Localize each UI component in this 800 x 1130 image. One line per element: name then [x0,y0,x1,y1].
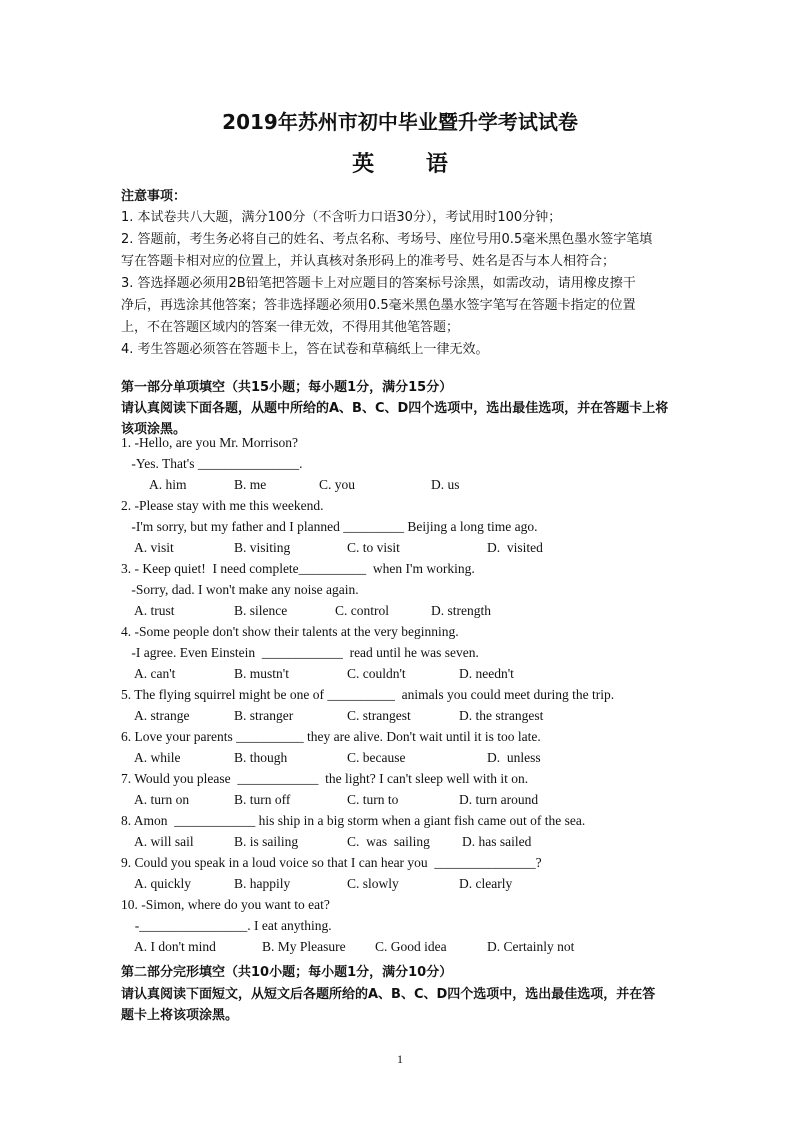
option-a: A. strange [134,708,190,723]
question-2-reply: -I'm sorry, but my father and I planned _________ Beijing a long time ago. [128,519,538,534]
option-d: D. the strangest [459,708,544,723]
question-5-stem: 5. The flying squirrel might be one of __________ animals you could meet during the trip. [121,687,615,702]
option-b: B. though [234,750,288,765]
part1-instruction: 请认真阅读下面各题，从题中所给的A、B、C、D四个选项中，选出最佳选项，并在答题卡上将 [121,401,669,416]
question-1-options [0,477,800,495]
question-6-stem: 6. Love your parents __________ they are alive. Don't wait until it is too late. [121,729,541,744]
option-d: D. unless [487,750,541,765]
option-a: A. will sail [134,834,194,849]
option-b: B. silence [234,603,288,618]
option-d: D. visited [487,540,543,555]
option-d: D. has sailed [462,834,532,849]
option-b: B. visiting [234,540,291,555]
option-c: C. slowly [347,876,399,891]
page-number: 1 [397,1052,403,1066]
question-1-stem: 1. -Hello, are you Mr. Morrison? [121,435,298,450]
question-3-stem: 3. - Keep quiet! I need complete__________ when I'm working. [121,561,475,576]
option-c: C. control [335,603,389,618]
part1-instruction: 该项涂黑。 [121,422,187,437]
part2-instruction: 请认真阅读下面短文，从短文后各题所给的A、B、C、D四个选项中，选出最佳选项，并在答 [121,987,656,1002]
notice-heading: 注意事项： [121,189,187,204]
notice-line: 上，不在答题区域内的答案一律无效，不得用其他笔答题； [121,320,460,335]
option-d: D. clearly [459,876,513,891]
question-2-stem: 2. -Please stay with me this weekend. [121,498,324,513]
option-d: D. turn around [459,792,539,807]
option-b: B. My Pleasure [262,939,346,954]
option-b: B. is sailing [234,834,299,849]
part2-heading: 第二部分完形填空（共10小题；每小题1分，满分10分） [121,965,453,980]
option-b: B. mustn't [234,666,289,681]
option-c: C. Good idea [375,939,447,954]
option-d: D. Certainly not [487,939,575,954]
part2-instruction: 题卡上将该项涂黑。 [121,1008,239,1023]
question-8-stem: 8. Amon ____________ his ship in a big storm when a giant fish came out of the sea. [121,813,586,828]
question-7-stem: 7. Would you please ____________ the light? I can't sleep well with it on. [121,771,529,786]
option-a: A. quickly [134,876,191,891]
question-3-reply: -Sorry, dad. I won't make any noise again. [128,582,359,597]
question-10-reply: -________________. I eat anything. [128,918,332,933]
part1-heading: 第一部分单项填空（共15小题；每小题1分，满分15分） [121,380,453,395]
question-8-options [0,834,800,852]
option-a: A. I don't mind [134,939,216,954]
question-1-reply: -Yes. That's _______________. [128,456,303,471]
option-a: A. visit [134,540,174,555]
question-3-options [0,603,800,621]
option-c: C. to visit [347,540,400,555]
notice-line: 净后，再选涂其他答案；答非选择题必须用0.5毫米黑色墨水签字笔写在答题卡指定的位置 [121,298,636,313]
option-d: D. strength [431,603,491,618]
question-10-stem: 10. -Simon, where do you want to eat? [121,897,330,912]
option-a: A. turn on [134,792,190,807]
option-a: A. trust [134,603,175,618]
question-5-options [0,708,800,726]
option-c: C. because [347,750,406,765]
question-4-stem: 4. -Some people don't show their talents at the very beginning. [121,624,459,639]
question-6-options [0,750,800,768]
exam-title: 2019年苏州市初中毕业暨升学考试试卷 [222,110,578,134]
question-9-options [0,876,800,894]
option-d: D. us [431,477,460,492]
question-7-options [0,792,800,810]
option-c: C. strangest [347,708,411,723]
option-b: B. turn off [234,792,291,807]
option-b: B. me [234,477,267,492]
option-a: A. can't [134,666,176,681]
question-4-reply: -I agree. Even Einstein ____________ read until he was seven. [128,645,479,660]
notice-line: 3. 答选择题必须用2B铅笔把答题卡上对应题目的答案标号涂黑，如需改动，请用橡皮擦干 [121,276,636,291]
option-a: A. while [134,750,181,765]
notice-line: 1. 本试卷共八大题，满分100分（不含听力口语30分），考试用时100分钟； [121,210,562,225]
option-b: B. happily [234,876,291,891]
notice-line: 4. 考生答题必须答在答题卡上，答在试卷和草稿纸上一律无效。 [121,342,489,357]
option-d: D. needn't [459,666,514,681]
option-a: A. him [149,477,187,492]
notice-line: 写在答题卡相对应的位置上，并认真核对条形码上的准考号、姓名是否与本人相符合； [121,254,616,269]
question-4-options [0,666,800,684]
question-9-stem: 9. Could you speak in a loud voice so that I can hear you _______________? [121,855,542,870]
option-b: B. stranger [234,708,294,723]
question-10-options [0,939,800,957]
option-c: C. you [319,477,356,492]
option-c: C. was sailing [347,834,430,849]
subject-title: 英 语 [352,152,470,177]
option-c: C. couldn't [347,666,406,681]
notice-line: 2. 答题前，考生务必将自己的姓名、考点名称、考场号、座位号用0.5毫米黑色墨水签字笔填 [121,232,653,247]
question-2-options [0,540,800,558]
option-c: C. turn to [347,792,399,807]
